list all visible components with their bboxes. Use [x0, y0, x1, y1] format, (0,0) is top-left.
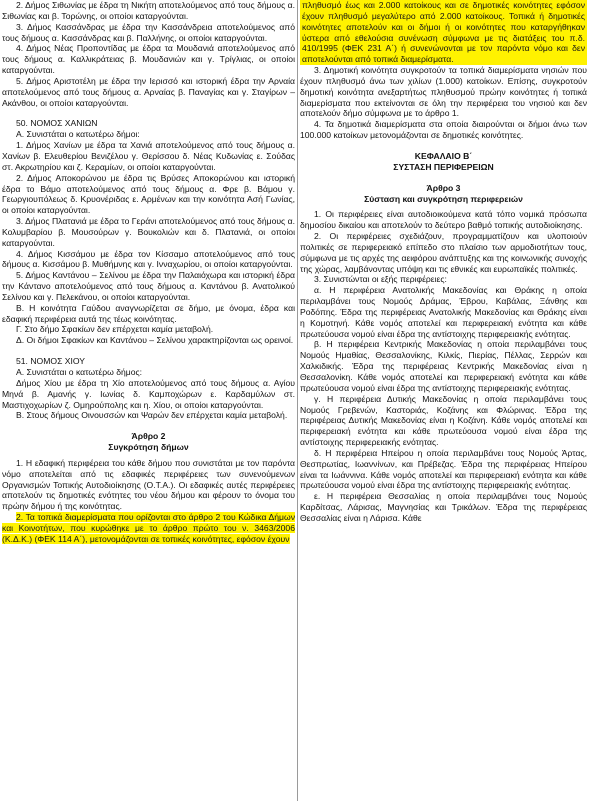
- paragraph: Δήμος Χίου με έδρα τη Χίο αποτελούμενος από τους δήμους α. Αγίου Μηνά β. Αμανής γ. Ιωνίας δ. Καμποχώρων ε. Καρδαμύλων στ. Μαστιχοχωρίων ζ. Ομηρούπολης και η. Χίου, οι οποίοι καταργούνται.: [2, 377, 295, 410]
- paragraph: 3. Δήμος Πλατανιά με έδρα το Γεράνι αποτελούμενος από τους δήμους α. Κολυμβαρίου β. Μουσούρων γ. Βουκολιών και δ. Πλατανιά, οι οποίοι καταργούνται.: [2, 216, 295, 248]
- article-3-title: Άρθρο 3: [426, 182, 461, 193]
- paragraph: 3. Δημοτική κοινότητα συγκροτούν τα τοπικά διαμερίσματα νησιών που έχουν πληθυσμό άνω των χιλίων (1.000) κατοίκων. Επίσης, συγκροτούν δημοτική κοινότητα ανεξαρτήτως πληθυσμού πρώην κοινότητες ή τοπικά διαμερίσματα που εκτείνονται σε όλη την περιφέρεια του νησιού και δεν αποτελούν δήμο σύμφωνα με το άρθρο 1.: [300, 65, 587, 119]
- highlight-text: 2. Τα τοπικά διαμερίσματα που ορίζονται στο άρθρο 2 του Κώδικα Δήμων και Κοινοτήτων, που κυρώθηκε με το άρθρο πρώτο του ν. 3463/2006 (Κ.Δ.Κ.) (ΦΕΚ 114 Α΄), μετονομάζονται σε τοπικές κοινότητες, εφόσον έχουν: [2, 512, 295, 544]
- paragraph: δ. Η περιφέρεια Ηπείρου η οποία περιλαμβάνει τους Νομούς Άρτας, Θεσπρωτίας, Ιωαννίνων, και Πρέβεζας. Έδρα της περιφέρειας Ηπείρου είναι τα Ιωάννινα. Κάθε νομός αποτελεί και περιφερειακή ενότητα και κάθε πρωτεύουσα νομού είναι έδρα της αντίστοιχης περιφερειακής ενότητας.: [300, 447, 587, 491]
- section-heading-chios: 51. ΝΟΜΟΣ ΧΙΟΥ: [16, 356, 86, 367]
- paragraph: 3. Δήμος Κασσάνδρας με έδρα την Κασσάνδρεια αποτελούμενος από τους δήμους α. Κασσάνδρας και β. Παλλήνης, οι οποίοι καταργούνται.: [2, 21, 295, 43]
- paragraph: γ. Η περιφέρεια Δυτικής Μακεδονίας η οποία περιλαμβάνει τους Νομούς Γρεβενών, Καστοριάς, Κοζάνης και Φλώρινας. Έδρα της περιφέρειας Δυτικής Μακεδονίας είναι η Κοζάνη. Κάθε νομός αποτελεί και περιφερειακή ενότητα και κάθε πρωτεύουσα νομού είναι έδρα της αντίστοιχης περιφερειακής ενότητας.: [300, 393, 587, 448]
- paragraph: Γ. Στο δήμο Σφακίων δεν επέρχεται καμία μεταβολή.: [16, 324, 214, 335]
- paragraph: 1. Δήμος Χανίων με έδρα τα Χανιά αποτελούμενος από τους δήμους α. Χανίων β. Ελευθερίου Βενιζέλου γ. Θερίσσου δ. Νέας Κυδωνίας ε. Σούδας στ. Ακρωτηρίου και ζ. Κεραμίων, οι οποίοι καταργούνται.: [2, 140, 295, 172]
- chapter-title: ΚΕΦΑΛΑΙΟ Β΄: [414, 150, 473, 161]
- spacer: [300, 173, 587, 183]
- spacer: [2, 346, 295, 356]
- paragraph: 1. Οι περιφέρειες είναι αυτοδιοικούμενα κατά τόπο νομικά πρόσωπα δημοσίου δικαίου και αποτελούν το δεύτερο βαθμό τοπικής αυτοδιοίκησης.: [300, 209, 587, 231]
- chapter-subtitle: ΣΥΣΤΑΣΗ ΠΕΡΙΦΕΡΕΙΩΝ: [393, 161, 494, 172]
- paragraph: Α. Συνιστάται ο κατωτέρω δήμος:: [16, 367, 143, 377]
- paragraph: β. Η περιφέρεια Κεντρικής Μακεδονίας η οποία περιλαμβάνει τους Νομούς Ημαθίας, Θεσσαλονίκης, Κιλκίς, Πιερίας, Πέλλας, Σερρών και Χαλκιδικής. Έδρα της περιφέρειας Κεντρικής Μακεδονίας είναι η Θεσσαλονίκη. Κάθε νομός αποτελεί και περιφερειακή ενότητα και κάθε πρωτεύουσα νομού είναι έδρα της αντίστοιχης περιφερειακής ενότητας.: [300, 339, 587, 393]
- column-divider: [297, 0, 298, 801]
- paragraph: 5. Δήμος Καντάνου – Σελίνου με έδρα την Παλαιόχωρα και ιστορική έδρα την Κάντανο αποτελούμενος από τους δήμους α. Καντάνου β. Ανατολικού Σελίνου και γ. Πελεκάνου, οι οποίοι καταργούνται.: [2, 270, 295, 302]
- paragraph: 2. Δήμος Αποκορώνου με έδρα τις Βρύσες Αποκορώνου και ιστορική έδρα το Βάμο αποτελούμενος από τους δήμους α. Φρε β. Βάμου γ. Γεωργιουπόλεως δ. Κρυονέριδας ε. Αρμένων και την κοινότητα Ασή Γωνίας, οι οποίοι καταργούνται.: [2, 172, 295, 216]
- section-heading-chania: 50. ΝΟΜΟΣ ΧΑΝΙΩΝ: [16, 118, 98, 129]
- paragraph: 4. Τα δημοτικά διαμερίσματα στα οποία διαιρούνται οι δήμοι άνω των 100.000 κατοίκων μετονομάζονται σε δημοτικές κοινότητες.: [300, 119, 587, 141]
- article-3-subtitle: Σύσταση και συγκρότηση περιφερειών: [364, 193, 523, 204]
- article-2-title: Άρθρο 2: [131, 431, 166, 442]
- paragraph: α. Η περιφέρεια Ανατολικής Μακεδονίας και Θράκης η οποία περιλαμβάνει τους Νομούς Δράμας, Έβρου, Καβάλας, Ξάνθης και Ροδόπης. Έδρα της περιφέρειας Ανατολικής Μακεδονίας και Θράκης είναι η Κομοτηνή. Κάθε νομός αποτελεί και περιφερειακή ενότητα και κάθε πρωτεύουσα νομού είναι έδρα της αντίστοιχης περιφερειακής ενότητας.: [300, 285, 587, 339]
- paragraph: ε. Η περιφέρεια Θεσσαλίας η οποία περιλαμβάνει τους Νομούς Καρδίτσας, Λάρισας, Μαγνησίας και Τρικάλων. Έδρα της περιφέρειας Θεσσαλίας είναι η Λάρισα. Κάθε: [300, 491, 587, 523]
- paragraph: Β. Στους δήμους Οινουσσών και Ψαρών δεν επέρχεται καμία μεταβολή.: [16, 410, 288, 421]
- paragraph: 4. Δήμος Νέας Προποντίδας με έδρα τα Μουδανιά αποτελούμενος από τους δήμους α. Καλλικράτειας β. Μουδανιών και γ. Τρίγλιας, οι οποίοι καταργούνται.: [2, 43, 295, 76]
- right-column: [300, 0, 587, 524]
- paragraph: 4. Δήμος Κισσάμου με έδρα τον Κίσσαμο αποτελούμενος από τους δήμους α. Κισσάμου β. Μυθήμνης και γ. Ινναχωρίου, οι οποίοι καταργούνται.: [2, 248, 295, 270]
- paragraph: Β. Η κοινότητα Γαύδου αναγνωρίζεται σε δήμο, με όνομα, έδρα και εδαφική περιφέρεια αυτά της τέως κοινότητας.: [2, 302, 295, 324]
- paragraph: 1. Η εδαφική περιφέρεια του κάθε δήμου που συνιστάται με τον παρόντα νόμο αποτελείται από τις εδαφικές περιφέρειες των συνενούμενων Οργανισμών Τοπικής Αυτοδιοίκησης (Ο.Τ.Α.). Οι εδαφικές αυτές περιφέρειες αποτελούν τις δημοτικές ενότητες του νέου δήμου και φέρουν το όνομα του πρώην δήμου ή της κοινότητας.: [2, 457, 295, 512]
- paragraph: 3. Συνιστώνται οι εξής περιφέρειες:: [314, 274, 447, 285]
- paragraph: Α. Συνιστάται ο κατωτέρω δήμοι:: [16, 129, 140, 140]
- article-2-subtitle: Συγκρότηση δήμων: [108, 442, 189, 453]
- left-column: [2, 0, 295, 545]
- paragraph: 5. Δήμος Αριστοτέλη με έδρα την Ιερισσό και ιστορική έδρα την Αρναία αποτελούμενος από τους δήμους α. Αρναίας β. Παναγίας και γ. Σταγίρων – Ακάνθου, οι οποίοι καταργούνται.: [2, 75, 295, 108]
- highlighted-paragraph: [2, 512, 295, 545]
- spacer: [2, 108, 295, 118]
- paragraph: 2. Δήμος Σιθωνίας με έδρα τη Νικήτη αποτελούμενος από τους δήμους α. Σιθωνίας και β. Τορώνης, οι οποίοι καταργούνται.: [2, 0, 295, 21]
- paragraph: 2. Οι περιφέρειες σχεδιάζουν, προγραμματίζουν και υλοποιούν πολιτικές σε περιφερειακό επίπεδο στο πλαίσιο των αρμοδιοτήτων τους, σύμφωνα με τις αρχές της αειφόρου ανάπτυξης και της κοινωνικής συνοχής της χώρας, λαμβάνοντας υπόψη και τις εθνικές και ευρωπαϊκές πολιτικές.: [300, 231, 587, 274]
- spacer: [300, 141, 587, 151]
- highlighted-paragraph: πληθυσμό έως και 2.000 κατοίκους και σε δημοτικές κοινότητες εφόσον έχουν πληθυσμό μεγαλύτερο από 2.000 κατοίκους. Τοπικά ή δημοτικές κοινότητες αποτελούν και οι δήμοι ή οι κοινότητες που καταργήθηκαν ύστερα από εθελούσια συνένωση σύμφωνα με τις διατάξεις του π.δ. 410/1995 (ΦΕΚ 231 Α΄) ή συνενώνονται με τον παρόντα νόμο και δεν αποτελούνται από τοπικά διαμερίσματα.: [302, 0, 585, 65]
- highlighted-block: [300, 0, 587, 65]
- paragraph: Δ. Οι δήμοι Σφακίων και Καντάνου – Σελίνου χαρακτηρίζονται ως ορεινοί.: [16, 335, 294, 346]
- spacer: [2, 421, 295, 431]
